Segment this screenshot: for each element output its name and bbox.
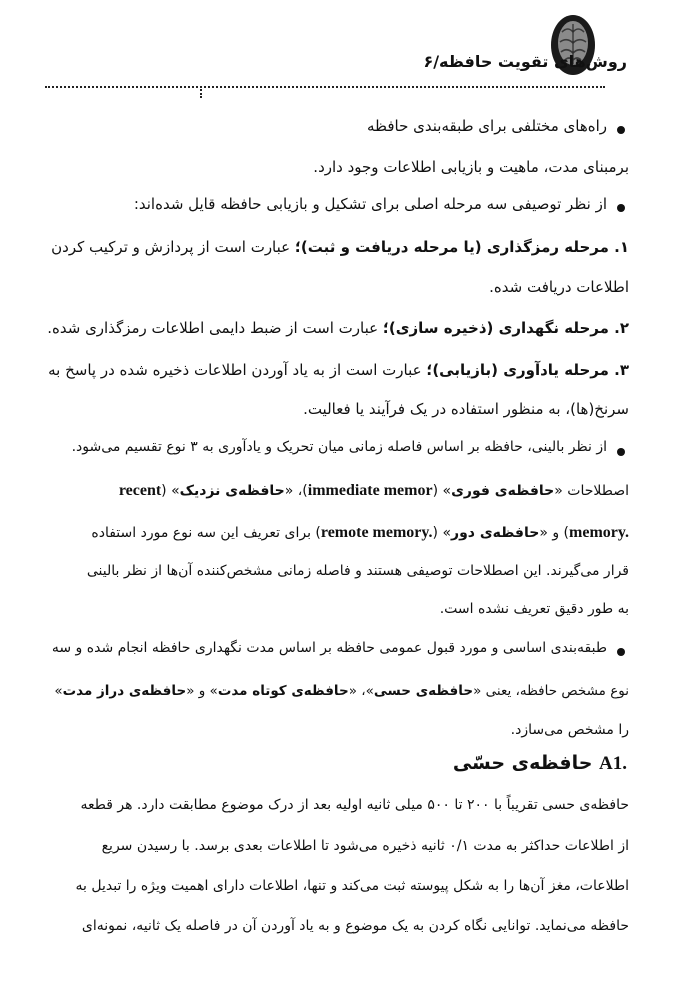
text-line: اصطلاحات «حافظه‌ی فوری» (immediate memor)، «حافظه‌ی نزدیک» (recent: [118, 482, 629, 499]
header-dotted-rule: [45, 86, 605, 88]
text-line: طبقه‌بندی اساسی و مورد قبول عمومی حافظه بر اساس مدت نگهداری حافظه انجام شده و سه: [51, 640, 607, 656]
text-line: برمبنای مدت، ماهیت و بازیابی اطلاعات وجود دارد.: [313, 158, 629, 176]
term-recent: حافظه‌ی نزدیک: [179, 483, 285, 499]
stage-1-desc: عبارت است از پردازش و ترکیب کردن: [51, 238, 295, 256]
text-line: [51, 238, 629, 256]
text-line: از نظر توصیفی سه مرحله اصلی برای تشکیل و بازیابی حافظه قایل شده‌اند:: [133, 195, 607, 213]
text-line: از اطلاعات حداکثر به مدت ۰/۱ ثانیه ذخیره می‌شود تا اطلاعات بعدی برسد. با رسیدن سریع: [101, 838, 629, 854]
stage-2-title: ۲. مرحله نگهداری (ذخیره سازی)؛: [382, 319, 629, 337]
text-line: اطلاعات دریافت شده.: [489, 278, 629, 296]
term-immediate: حافظه‌ی فوری: [451, 483, 555, 499]
stage-1-title: ۱. مرحله رمزگذاری (یا مرحله دریافت و ثبت)؛: [294, 238, 629, 256]
text-line: سرنخ(ها)، به منظور استفاده در یک فرآیند یا فعالیت.: [303, 400, 629, 418]
text-line: حافظه می‌نماید. توانایی نگاه کردن به یک موضوع و به یاد آوردن آن در فاصله یک ثانیه، نمونه‌ای: [81, 918, 629, 934]
text-line: به طور دقیق تعریف نشده است.: [439, 601, 629, 617]
term-remote: حافظه‌ی دور: [451, 525, 540, 541]
text-line: نوع مشخص حافظه، یعنی «حافظه‌ی حسی»، «حافظه‌ی کوتاه مدت» و «حافظه‌ی دراز مدت»: [54, 683, 629, 699]
running-title: روش‌های تقویت حافظه/۶: [423, 52, 627, 71]
bullet-point: [617, 648, 625, 656]
text-line: [48, 361, 629, 379]
text-line: را مشخص می‌سازد.: [510, 722, 629, 738]
text-line: [47, 319, 629, 337]
bullet-point: [617, 204, 625, 212]
text-line: حافظه‌ی حسی تقریباً با ۲۰۰ تا ۵۰۰ میلی ثانیه اولیه بعد از درک موضوع مطابقت دارد. هر قطعه: [80, 797, 629, 813]
text-line: قرار می‌گیرند. این اصطلاحات توصیفی هستند و فاصله زمانی مشخص‌کننده آن‌ها از نظر بالینی: [86, 563, 629, 579]
text-line: memory.) و «حافظه‌ی دور» (remote memory.) برای تعریف این سه نوع مورد استفاده: [91, 524, 629, 541]
term-long-term: حافظه‌ی دراز مدت: [62, 683, 187, 699]
stage-2-desc: عبارت است از ضبط دایمی اطلاعات رمزگذاری شده.: [47, 319, 383, 337]
bullet-point: [617, 126, 625, 134]
stage-3-desc: عبارت است از به یاد آوردن اطلاعات ذخیره شده در پاسخ به: [48, 361, 427, 379]
header-dotted-tick: [200, 86, 202, 98]
text-line: راه‌های مختلفی برای طبقه‌بندی حافظه: [367, 117, 607, 135]
term-sensory: حافظه‌ی حسی: [373, 683, 474, 699]
section-heading: A1. حافظه‌ی حسّی: [452, 752, 627, 774]
stage-3-title: ۳. مرحله یادآوری (بازیابی)؛: [426, 361, 629, 379]
text-line: اطلاعات، مغز آن‌ها را به شکل پیوسته ثبت می‌کند و تنها، اطلاعات دارای اهمیت ویژه را تبدیل به: [75, 878, 629, 894]
text-line: از نظر بالینی، حافظه بر اساس فاصله زمانی میان تحریک و یادآوری به ۳ نوع تقسیم می‌شود.: [71, 439, 607, 455]
bullet-point: [617, 448, 625, 456]
term-short-term: حافظه‌ی کوتاه مدت: [217, 683, 349, 699]
